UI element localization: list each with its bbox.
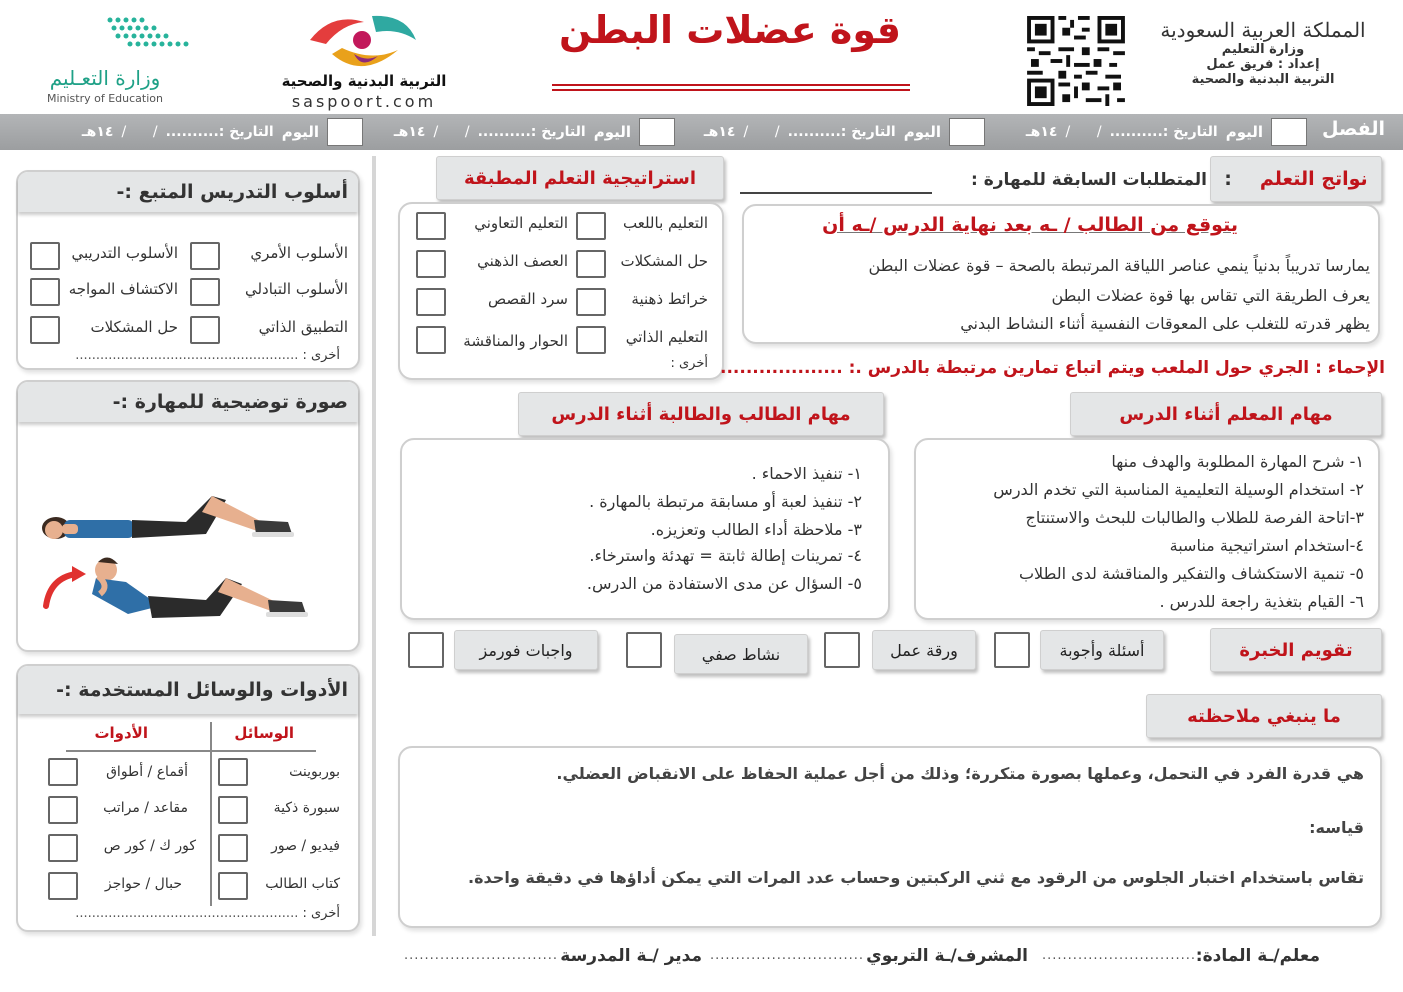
means-checkbox[interactable] — [218, 796, 248, 824]
strategy-checkbox[interactable] — [416, 326, 446, 354]
schedule-band — [0, 114, 1403, 150]
strategy-checkbox[interactable] — [576, 250, 606, 278]
page-title: قوة عضلات البطن — [558, 8, 902, 52]
method-other[interactable] — [75, 348, 340, 363]
day-label: اليوم — [1225, 123, 1263, 141]
tools-checkbox[interactable] — [48, 872, 78, 900]
class-label: الفصل — [1321, 118, 1385, 140]
situp-illustration-icon — [36, 482, 346, 632]
day-label: اليوم — [593, 123, 631, 141]
eval-option-text: واجبات فورمز — [479, 640, 573, 660]
teacher-task-item: ٦- القيام بتغذية راجعة للدرس . — [1159, 592, 1364, 611]
teaching-method-header — [18, 172, 358, 212]
date-label: التاريخ :.......... — [787, 124, 896, 140]
day-label: اليوم — [903, 123, 941, 141]
strategy-item: الحوار والمناقشة — [463, 332, 568, 350]
strategy-checkbox[interactable] — [416, 288, 446, 316]
tools-item: حبال / حواجز — [104, 876, 182, 892]
teaching-method-panel — [16, 170, 360, 370]
strategy-item: سرد القصص — [487, 290, 568, 308]
principal-signature-label: مدير /ـة المدرسة — [560, 946, 702, 966]
eval-option-label — [1040, 630, 1164, 670]
schedule-group-4 — [82, 118, 363, 146]
date-sep: / / — [743, 124, 780, 140]
eval-option-checkbox[interactable] — [824, 632, 860, 668]
method-item: الأسلوب التدريبي — [71, 244, 178, 262]
outcomes-colon: : — [1224, 168, 1232, 190]
moe-logo-icon — [104, 14, 196, 54]
day-box[interactable] — [1271, 118, 1307, 146]
method-checkbox[interactable] — [190, 278, 220, 306]
strategies-box — [398, 202, 724, 380]
means-item: بوربوينت — [289, 764, 340, 780]
teaching-method-title: أسلوب التدريس المتبع :- — [116, 181, 348, 203]
date-sep: / / — [1065, 124, 1102, 140]
tools-table-hline — [66, 750, 316, 752]
header — [0, 0, 1403, 112]
outcomes-expect: يتوقع من الطالب / ـه بعد نهاية الدرس /ـه أن — [822, 214, 1238, 236]
prepared-by: إعداد : فريق عمل — [1206, 57, 1320, 72]
means-checkbox[interactable] — [218, 872, 248, 900]
tools-panel — [16, 664, 360, 932]
notes-measure: تقاس باستخدام اختبار الجلوس من الرقود مع ثني الركبتين وحساب عدد المرات التي يمكن أداؤها في دقيقة واحدة. — [468, 868, 1364, 887]
moe-name-ar: وزارة التعـليم — [49, 66, 161, 90]
saspoort-logo-icon — [302, 10, 422, 74]
strategies-title: استراتيجية التعلم المطبقة — [463, 167, 697, 189]
day-label: اليوم — [281, 123, 319, 141]
ministry-name: وزارة التعليم — [1221, 42, 1305, 57]
teacher-tasks-tab — [1070, 392, 1382, 436]
warmup-label: الإحماء : — [1315, 358, 1385, 378]
tools-item: كور ك / كور ص — [103, 838, 196, 854]
tools-item: أقماع / أطواق — [106, 764, 188, 780]
department-name: التربية البدنية والصحية — [1191, 72, 1335, 87]
eval-option-label — [872, 630, 976, 670]
strategy-item: التعليم باللعب — [623, 214, 708, 232]
method-checkbox[interactable] — [190, 316, 220, 344]
means-item: كتاب الطالب — [265, 876, 340, 892]
teacher-tasks-title: مهام المعلم أثناء الدرس — [1119, 403, 1333, 425]
moe-name-en: Ministry of Education — [46, 92, 163, 105]
prereq-label: المتطلبات السابقة للمهارة : — [971, 170, 1207, 190]
notes-measure-label: قياسه: — [1309, 818, 1364, 837]
year-label: ١٤هـ — [703, 124, 736, 140]
tools-title: الأدوات والوسائل المستخدمة :- — [56, 679, 348, 701]
year-label: ١٤هـ — [1025, 124, 1058, 140]
notes-definition: هي قدرة الفرد في التحمل، وعملها بصورة متكررة؛ وذلك من أجل عملية الحفاظ على الانقباض العضلي. — [556, 764, 1364, 783]
teacher-signature-label: معلم/ـة المادة: — [1195, 946, 1320, 966]
date-sep: / / — [121, 124, 158, 140]
method-other-dots: ...................................................... — [75, 348, 299, 363]
strategies-tab — [436, 156, 724, 200]
means-header: الوسائل — [234, 724, 294, 742]
tools-checkbox[interactable] — [48, 758, 78, 786]
saspoort-logo — [250, 10, 478, 110]
warmup-row — [720, 358, 1385, 378]
day-box[interactable] — [949, 118, 985, 146]
means-checkbox[interactable] — [218, 758, 248, 786]
student-tasks-title: مهام الطالب والطالبة أثناء الدرس — [551, 403, 851, 425]
notes-box — [398, 746, 1382, 928]
tools-other-label: أخرى : — [302, 906, 340, 921]
strategies-other[interactable]: أخرى : — [670, 356, 708, 371]
outcome-item: يمارسا تدريباً بدنياً ينمي عناصر اللياقة المرتبطة بالصحة – قوة عضلات البطن — [868, 256, 1370, 275]
teacher-task-item: ٤-استخدام استراتيجية مناسبة — [1169, 536, 1364, 555]
teacher-task-item: ٣-اتاحة الفرصة للطلاب والطالبات للبحث والاستنتاج — [1025, 508, 1364, 527]
strategy-item: خرائط ذهنية — [631, 290, 708, 308]
eval-option-text: نشاط صفي — [701, 644, 781, 664]
student-task-item: ٢- تنفيذ لعبة أو مسابقة مرتبطة بالمهارة . — [589, 492, 862, 511]
schedule-group-2 — [704, 118, 985, 146]
supervisor-signature-label: المشرف/ـة التربوي — [866, 946, 1028, 966]
method-checkbox[interactable] — [190, 242, 220, 270]
column-divider — [372, 156, 376, 936]
illustration-panel — [16, 380, 360, 652]
prereq-line — [740, 192, 932, 194]
tools-checkbox[interactable] — [48, 796, 78, 824]
strategy-checkbox[interactable] — [416, 250, 446, 278]
moe-logo — [20, 14, 200, 108]
strategy-checkbox[interactable] — [576, 288, 606, 316]
means-item: فيديو / صور — [271, 838, 340, 854]
year-label: ١٤هـ — [393, 124, 426, 140]
eval-option-label — [454, 630, 598, 670]
means-item: سبورة ذكية — [273, 800, 340, 816]
eval-option-checkbox[interactable] — [408, 632, 444, 668]
tools-table-vline — [210, 722, 212, 906]
strategy-checkbox[interactable] — [416, 212, 446, 240]
strategy-item: التعليم الذاتي — [625, 328, 708, 346]
title-underline — [552, 84, 910, 91]
student-task-item: ٤- تمرينات إطالة ثابتة = تهدئة واسترخاء. — [589, 546, 862, 565]
method-checkbox[interactable] — [30, 278, 60, 306]
illustration-header — [18, 382, 358, 422]
teacher-task-item: ٢- استخدام الوسيلة التعليمية المناسبة التي تخدم الدرس — [993, 480, 1364, 499]
principal-signature-line[interactable]: .............................. — [404, 948, 558, 963]
date-label: التاريخ :.......... — [165, 124, 274, 140]
student-task-item: ١- تنفيذ الاحماء . — [751, 464, 862, 483]
method-checkbox[interactable] — [30, 242, 60, 270]
strategy-item: العصف الذهني — [477, 252, 568, 270]
means-checkbox[interactable] — [218, 834, 248, 862]
student-task-item: ٣- ملاحظة أداء الطالب وتعزيزه. — [650, 520, 862, 539]
strategy-item: التعليم التعاوني — [474, 214, 568, 232]
qr-code-icon — [1026, 16, 1126, 106]
outcome-item: يعرف الطريقة التي تقاس بها قوة عضلات البطن — [1051, 286, 1370, 305]
teacher-signature-line[interactable]: .............................. — [1042, 948, 1196, 963]
warmup-dots: ................... — [719, 358, 843, 378]
supervisor-signature-line[interactable]: .............................. — [710, 948, 864, 963]
saspoort-site-name: التربية البدنية والصحية — [281, 72, 447, 90]
kingdom-name: المملكة العربية السعودية — [1160, 18, 1366, 42]
year-label: ١٤هـ — [81, 124, 114, 140]
teacher-task-item: ١- شرح المهارة المطلوبة والهدف منها — [1111, 452, 1364, 471]
notes-title: ما ينبغي ملاحظته — [1187, 705, 1341, 727]
method-item: الاكتشاف المواجه — [68, 280, 178, 298]
teacher-tasks-box — [914, 438, 1380, 620]
date-label: التاريخ :.......... — [477, 124, 586, 140]
teacher-task-item: ٥- تنمية الاستكشاف والتفكير والمناقشة لدى الطلاب — [1018, 564, 1364, 583]
saspoort-url: saspoort.com — [291, 92, 437, 111]
student-task-item: ٥- السؤال عن مدى الاستفادة من الدرس. — [586, 574, 862, 593]
day-box[interactable] — [639, 118, 675, 146]
tools-item: مقاعد / مراتب — [103, 800, 188, 816]
eval-option-text: أسئلة وأجوبة — [1059, 640, 1145, 660]
method-checkbox[interactable] — [30, 316, 60, 344]
date-label: التاريخ :.......... — [1109, 124, 1218, 140]
eval-option-text: ورقة عمل — [890, 640, 958, 660]
notes-tab — [1146, 694, 1382, 738]
tools-header — [18, 666, 358, 714]
tools-other[interactable] — [75, 906, 340, 921]
strategy-item: حل المشكلات — [620, 252, 708, 270]
eval-option-checkbox[interactable] — [626, 632, 662, 668]
method-item: الأسلوب التبادلي — [244, 280, 348, 298]
strategy-checkbox[interactable] — [576, 326, 606, 354]
outcomes-label: نواتج التعلم — [1259, 168, 1368, 190]
student-tasks-tab — [518, 392, 884, 436]
strategy-checkbox[interactable] — [576, 212, 606, 240]
student-tasks-box — [400, 438, 890, 620]
outcomes-box — [742, 204, 1380, 344]
evaluation-title: تقويم الخبرة — [1239, 639, 1353, 661]
outcome-item: يظهر قدرته للتغلب على المعوقات النفسية أثناء النشاط البدني — [960, 314, 1370, 333]
method-item: الأسلوب الأمري — [250, 244, 348, 262]
kingdom-block — [1153, 18, 1373, 87]
tools-col-header: الأدوات — [94, 724, 148, 742]
eval-option-label — [674, 634, 808, 674]
eval-option-checkbox[interactable] — [994, 632, 1030, 668]
schedule-group-3 — [394, 118, 675, 146]
tools-checkbox[interactable] — [48, 834, 78, 862]
evaluation-tab — [1210, 628, 1382, 672]
signatures-row — [400, 946, 1320, 976]
warmup-text: الجري حول الملعب ويتم اتباع تمارين مرتبطة بالدرس .: — [848, 358, 1310, 378]
tools-other-dots: ...................................................... — [75, 906, 299, 921]
method-item: التطبيق الذاتي — [258, 318, 348, 336]
method-other-label: أخرى : — [302, 348, 340, 363]
illustration-title: صورة توضيحية للمهارة :- — [112, 391, 348, 413]
outcomes-tab — [1210, 156, 1382, 202]
schedule-group-1 — [1026, 118, 1307, 146]
date-sep: / / — [433, 124, 470, 140]
method-item: حل المشكلات — [90, 318, 178, 336]
day-box[interactable] — [327, 118, 363, 146]
